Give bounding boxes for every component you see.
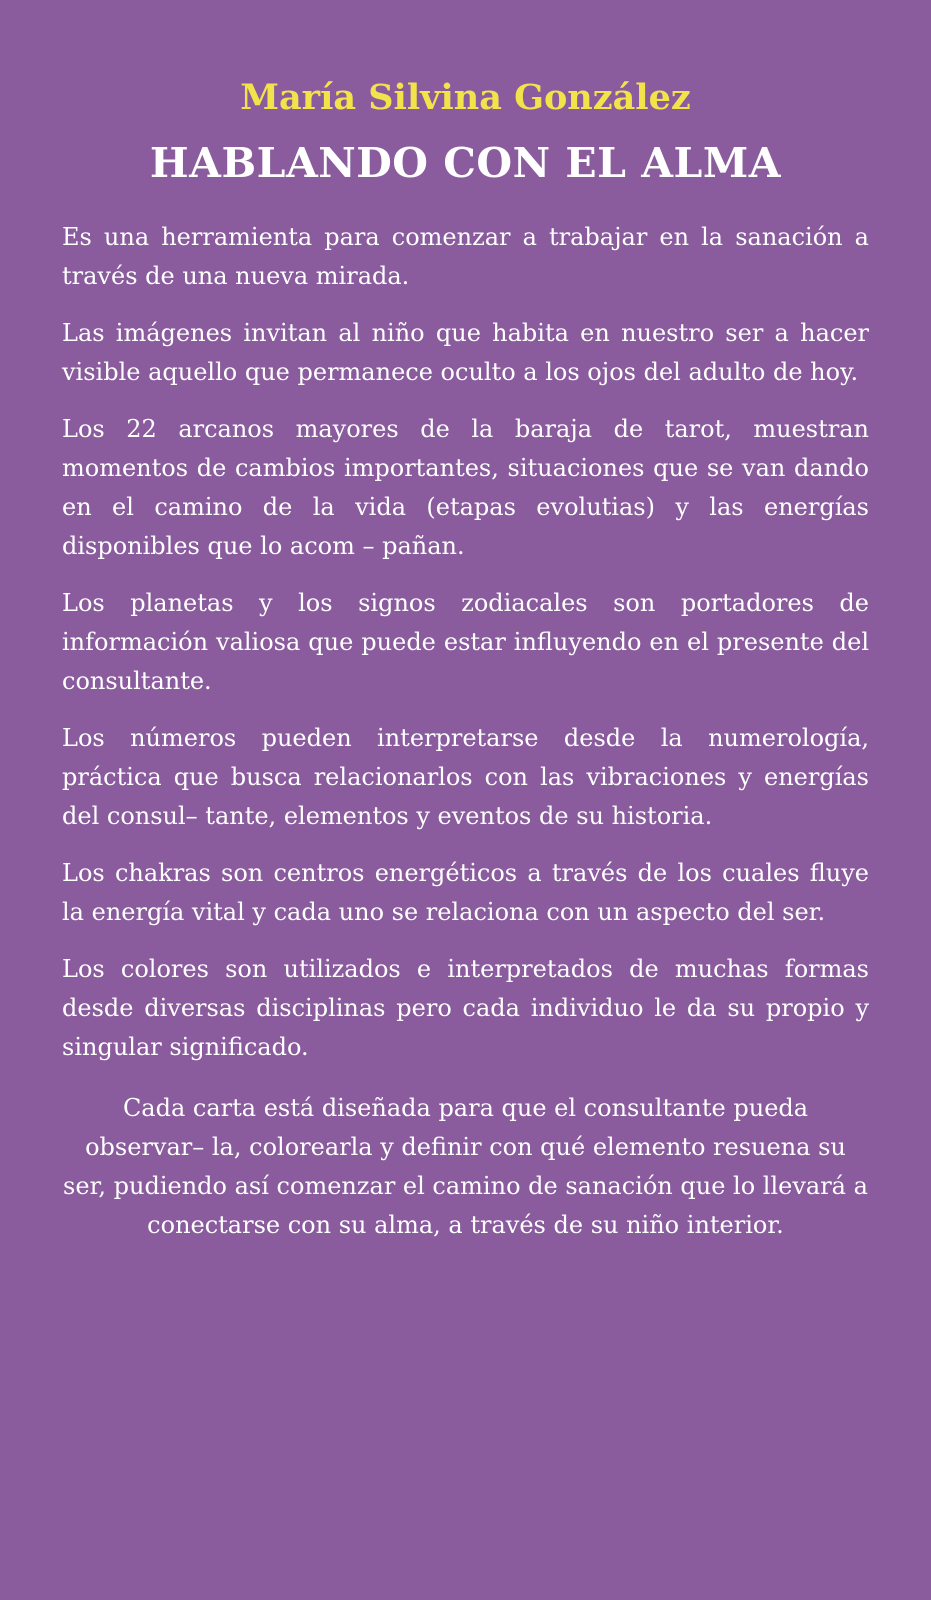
paragraph-arcana: Los 22 arcanos mayores de la baraja de tarot, muestran momentos de cambios importantes, situaciones que se van dando en el camino de la vida (etapas evolutias) y las energías disponibles que lo acom – pañan. <box>62 415 869 560</box>
paragraph-chakras: Los chakras son centros energéticos a través de los cuales fluye la energía vital y cada uno se relaciona con un aspecto del ser. <box>62 859 869 926</box>
paragraph-numbers: Los números pueden interpretarse desde la numerología, práctica que busca relacionarlos con las vibraciones y energías del consul– tante, elementos y eventos de su historia. <box>62 724 869 830</box>
author-name: María Silvina González <box>240 77 691 118</box>
book-title: HABLANDO CON EL ALMA <box>149 139 782 187</box>
paragraph-images: Las imágenes invitan al niño que habita en nuestro ser a hacer visible aquello que permanece oculto a los ojos del adulto de hoy. <box>62 319 869 386</box>
paragraph-planets: Los planetas y los signos zodiacales son portadores de información valiosa que puede estar influyendo en el presente del consultante. <box>62 589 869 695</box>
paragraph-closing: Cada carta está diseñada para que el consultante pueda observar– la, colorearla y definir con qué elemento resuena su ser, pudiendo así comenzar el camino de sanación que lo llevará a conectarse con su alma, a través de su niño interior. <box>63 1094 868 1239</box>
paragraph-colors: Los colores son utilizados e interpretados de muchas formas desde diversas disciplinas pero cada individuo le da su propio y singular significado. <box>62 955 869 1061</box>
paragraph-intro: Es una herramienta para comenzar a trabajar en la sanación a través de una nueva mirada. <box>62 223 869 290</box>
